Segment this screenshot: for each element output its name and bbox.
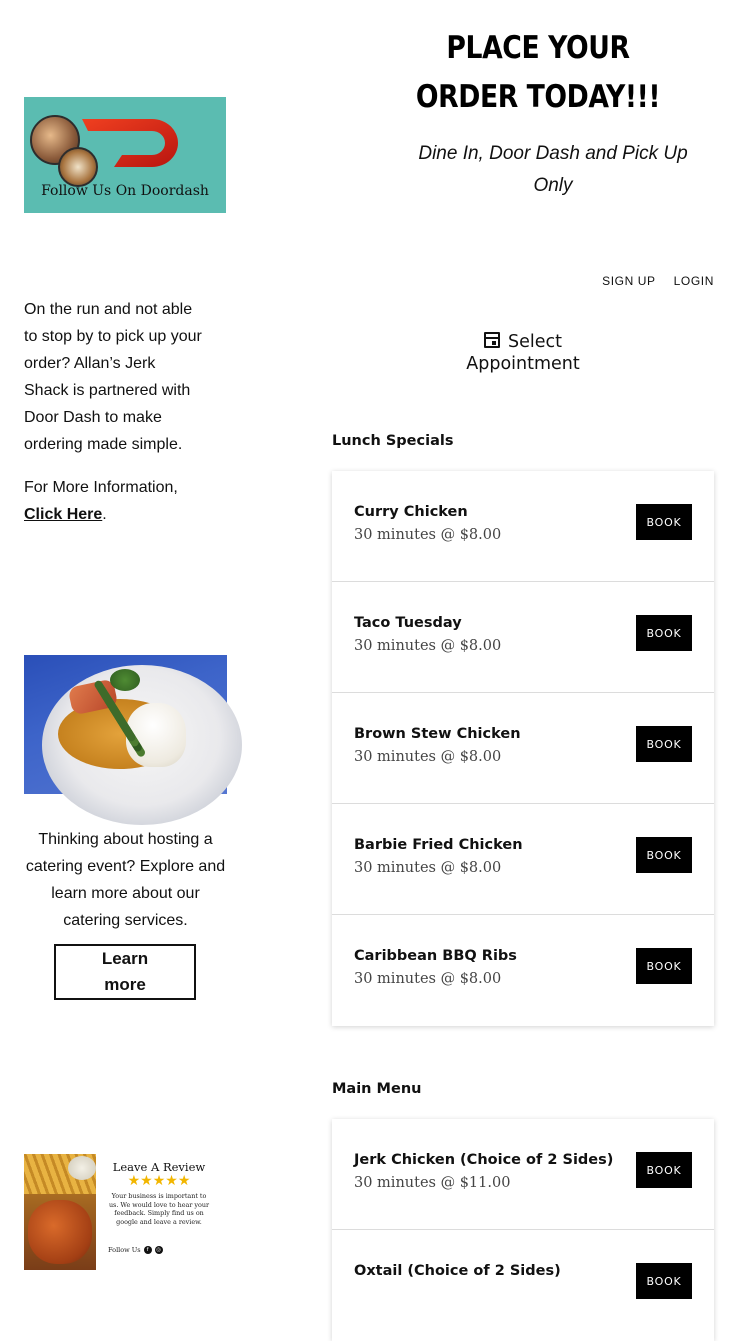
book-button[interactable]: BOOK	[636, 1263, 692, 1299]
login-link[interactable]: LOGIN	[673, 274, 714, 288]
more-info-suffix: .	[102, 506, 107, 523]
review-body: Your business is important to us. We would love to hear your feedback. Simply find us on google and leave a review.	[108, 1192, 210, 1226]
wings-photo	[24, 1154, 96, 1270]
main-menu-title: Main Menu	[332, 1081, 422, 1097]
select-appointment-label: Select Appointment	[466, 332, 580, 374]
service-duration-price: 30 minutes @ $8.00	[354, 860, 502, 876]
leave-review-card[interactable]	[24, 1154, 214, 1270]
calendar-icon	[484, 332, 500, 348]
service-row	[332, 915, 714, 1026]
service-duration-price: 30 minutes @ $11.00	[354, 1175, 511, 1191]
service-duration-price: 30 minutes @ $8.00	[354, 971, 502, 987]
facebook-icon: f	[144, 1246, 152, 1254]
instagram-icon: ◎	[156, 1247, 161, 1253]
doordash-caption: Follow Us On Doordash	[41, 183, 209, 199]
service-duration-price: 30 minutes @ $8.00	[354, 527, 502, 543]
doordash-logo-icon	[78, 111, 186, 169]
click-here-link[interactable]: Click Here	[24, 506, 103, 523]
book-button[interactable]: BOOK	[636, 837, 692, 873]
auth-links	[602, 274, 714, 288]
learn-more-button[interactable]: Learn more	[54, 944, 196, 1000]
catering-text: Thinking about hosting a catering event? Explore and learn more about our catering services.	[25, 831, 226, 929]
page-title: PLACE YOUR ORDER TODAY!!!	[415, 30, 661, 115]
doordash-intro-text: On the run and not able to stop by to pick up your order? Allan’s Jerk Shack is partnered with Door Dash to make ordering made simple.	[24, 301, 202, 453]
doordash-banner[interactable]	[24, 97, 226, 213]
more-info-text	[24, 474, 224, 528]
lunch-specials-title: Lunch Specials	[332, 433, 454, 449]
review-title: Leave A Review	[112, 1160, 206, 1174]
book-button[interactable]: BOOK	[636, 1152, 692, 1188]
service-row	[332, 1119, 714, 1230]
page-subtitle: Dine In, Door Dash and Pick Up Only	[418, 143, 688, 196]
service-row	[332, 804, 714, 915]
service-name: Curry Chicken	[354, 504, 468, 520]
lunch-specials-list	[332, 471, 714, 1026]
service-name: Oxtail (Choice of 2 Sides)	[354, 1263, 561, 1279]
select-appointment[interactable]	[448, 331, 598, 375]
salmon-dish-photo	[24, 655, 227, 794]
service-row	[332, 1230, 714, 1341]
service-name: Brown Stew Chicken	[354, 726, 521, 742]
service-row	[332, 693, 714, 804]
book-button[interactable]: BOOK	[636, 504, 692, 540]
service-duration-price: 30 minutes @ $8.00	[354, 638, 502, 654]
main-menu-list	[332, 1119, 714, 1341]
follow-us-label: Follow Us	[108, 1246, 141, 1254]
service-duration-price: 30 minutes @ $8.00	[354, 749, 502, 765]
book-button[interactable]: BOOK	[636, 615, 692, 651]
service-row	[332, 582, 714, 693]
review-stars-icon: ★★★★★	[127, 1173, 191, 1189]
sign-up-link[interactable]: SIGN UP	[602, 274, 656, 288]
review-follow	[108, 1246, 163, 1254]
book-button[interactable]: BOOK	[636, 948, 692, 984]
service-name: Jerk Chicken (Choice of 2 Sides)	[354, 1152, 614, 1168]
more-info-prefix: For More Information,	[24, 479, 178, 496]
service-row	[332, 471, 714, 582]
service-name: Taco Tuesday	[354, 615, 462, 631]
service-name: Caribbean BBQ Ribs	[354, 948, 517, 964]
service-name: Barbie Fried Chicken	[354, 837, 523, 853]
book-button[interactable]: BOOK	[636, 726, 692, 762]
